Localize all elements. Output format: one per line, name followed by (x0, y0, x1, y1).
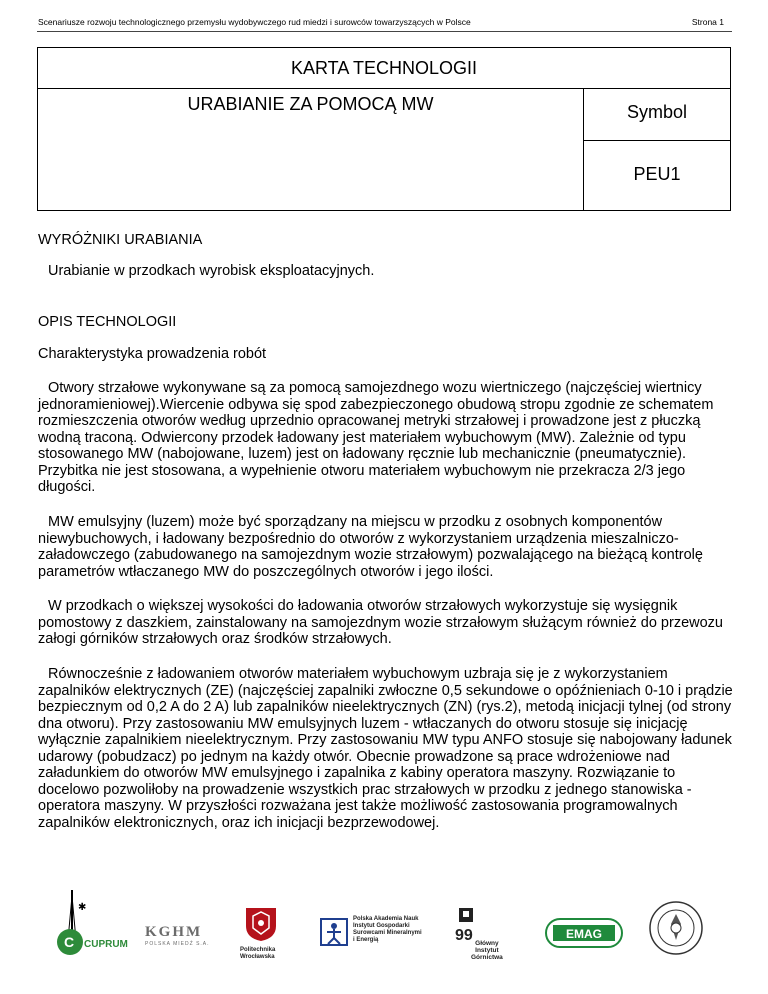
symbol-label: Symbol (626, 102, 688, 122)
section-heading-wyrozniki: WYRÓŻNIKI URABIANIA (38, 232, 203, 248)
polsl-seal-logo (648, 900, 708, 960)
emag-icon (545, 918, 623, 948)
kghm-logo (145, 924, 215, 954)
pan-caption-line2: Instytut Gospodarki (353, 923, 410, 929)
gig-caption-line2: Instytut (475, 947, 499, 954)
card-title-divider (38, 88, 730, 89)
pan-caption-line3: Surowcami Mineralnymi (353, 930, 422, 936)
pan-caption-line4: i Energią (353, 937, 379, 943)
pwr-caption-line2: Wrocławska (240, 954, 275, 960)
paragraph: Otwory strzałowe wykonywane są za pomocą samojezdnego wozu wiertniczego (najczęściej wiertnicy jednoramieniowej).Wiercenie odbywa się spod zabezpieczonego obudową stropu zgodnie ze schematem rozmieszczenia otworów według uprzednio opracowanej metryki strzałowej i prowadzone jest z płuczką wodną traconą. Odwiercony przodek ładowany jest materiałem wybuchowym (MW). Zależnie od typu stosowanego MW (nabojowane, luzem) jest on ładowany ręcznie lub mechanicznie (pneumatycznie). Przybitka nie jest stosowana, a wypełnienie otworu materiałem wybuchowym nie przekracza 2/3 jego długości. (38, 380, 714, 495)
pan-emblem-icon (320, 918, 348, 946)
pwr-logo (240, 906, 300, 966)
partner-logos (50, 886, 740, 966)
cuprum-text: CUPRUM (84, 939, 128, 950)
paragraph: Równocześnie z ładowaniem otworów materiałem wybuchowym uzbraja się je z wykorzystaniem zapalników elektrycznych (ZE) (najczęściej zapalniki zwłoczne 0,5 sekundowe o opóźnieniach 0-10 i prądzie bezpiecznym od 0,2 A do 2 A) lub zapalników nieelektrycznych (ZN) (rys.2), metodą inicjacji tylnej (od strony dna otworu). Przy zastosowaniu MW emulsyjnych luzem - wtłaczanych do otworu stosuje się inicjację wyłącznie zapalnikiem nieelektrycznym. Przy zastosowaniu MW typu ANFO stosuje się nabojowany ładunek udarowy (pobudzacz) po jednym na każdy otwór. Obecnie prowadzone są prace wdrożeniowe nad załadunkiem do otworów MW emulsyjnego i zapalnika z kabiny operatora maszyny. Rozwiązanie to docelowo pozwoliłoby na prowadzenie wszystkich prac strzałowych w przodku z jednego stanowiska - operatora maszyny. W przyszłości rozważana jest także możliwość zastosowania programowalnych zapalników elektronicznych, oraz ich inicjacji bezprzewodowej. (38, 666, 733, 831)
page-number: Strona 1 (691, 17, 724, 27)
header-divider (37, 31, 732, 32)
gig-logo (455, 906, 525, 966)
kghm-text: KGHM (145, 924, 203, 940)
section-text-wyrozniki: Urabianie w przodkach wyrobisk eksploatacyjnych. (48, 263, 375, 279)
gig-caption-line3: Górnictwa (471, 954, 503, 961)
svg-text:99: 99 (455, 927, 473, 944)
symbol-value: PEU1 (633, 164, 681, 184)
pwr-shield-icon (244, 906, 278, 942)
paragraph: MW emulsyjny (luzem) może być sporządzany na miejscu w przodku z osobnych komponentów niewybuchowych, i ładowany bezpośrednio do otworów z wykorzystaniem urządzenia mieszalniczo-załadowczego (zabudowanego na samojezdnym wozie strzałowym) pozwalającego na bieżącą kontrolę parametrów wtłaczanego MW do poszczególnych otworów i jego ilości. (38, 514, 703, 580)
cuprum-icon (50, 886, 130, 966)
header-title: Scenariusze rozwoju technologicznego przemysłu wydobywczego rud miedzi i surowców towarzyszących w Polsce (38, 17, 471, 27)
technology-card (37, 47, 731, 211)
gig-caption-line1: Główny (475, 940, 499, 947)
cuprum-logo (50, 886, 130, 966)
section-heading-opis: OPIS TECHNOLOGII (38, 314, 177, 330)
paragraph: W przodkach o większej wysokości do ładowania otworów strzałowych wykorzystuje się wysięgnik pomostowy z daszkiem, zainstalowany na samojezdnym wozie strzałowym służącym również do przewozu załogi górników strzałowych oraz środków strzałowych. (38, 598, 723, 647)
card-title: KARTA TECHNOLOGII (290, 58, 478, 78)
emag-logo (545, 918, 623, 948)
card-symbol-divider (583, 140, 730, 141)
svg-text:C: C (64, 934, 75, 950)
kghm-subtext: POLSKA MIEDŹ S.A. (145, 941, 210, 947)
emag-text: EMAG (566, 927, 602, 941)
pan-logo (320, 918, 430, 958)
card-subtitle: URABIANIE ZA POMOCĄ MW (187, 94, 434, 114)
pwr-caption-line1: Politechnika (240, 947, 276, 953)
pan-caption-line1: Polska Akademia Nauk (353, 916, 419, 922)
svg-text:✱: ✱ (78, 902, 87, 913)
polsl-seal-icon (648, 900, 704, 956)
section-heading-charakterystyka: Charakterystyka prowadzenia robót (38, 346, 267, 362)
